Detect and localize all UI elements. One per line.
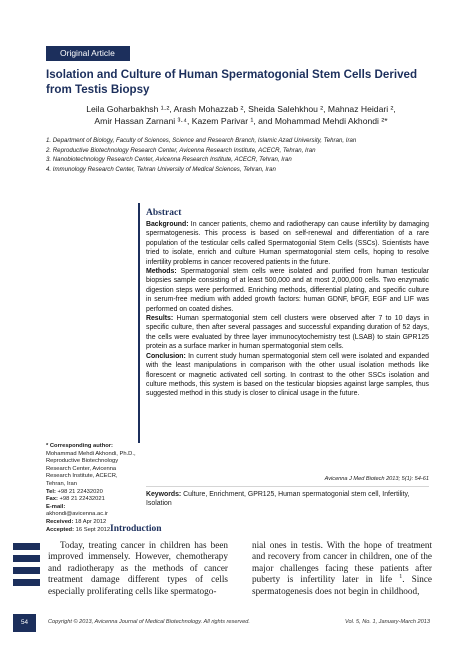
corresponding-name: Mohammad Mehdi Akhondi, Ph.D., Reproductive Biotechnology Research Center, Avicenna Research Institute, ACECR, Tehran, Iran [46, 450, 136, 487]
background-label: Background: [146, 221, 189, 228]
intro-column-left [48, 540, 228, 597]
affiliation-3: 3. Nanobiotechnology Research Center, Avicenna Research Institute, ACECR, Tehran, Iran [46, 156, 292, 164]
email-line [46, 504, 136, 512]
journal-citation: Avicenna J Med Biotech 2013; 5(1): 54-61 [324, 476, 429, 482]
intro-right-part-a: nial ones in testis. With the hope of treatment and recovery from cancer in children, one of the major challenges facing these patients after puberty is infertility later in life [252, 540, 432, 585]
conclusion-label: Conclusion: [146, 352, 186, 360]
fax-line [46, 496, 136, 504]
tel-label: Tel: [46, 488, 56, 495]
methods-label: Methods: [146, 268, 177, 276]
decorative-bar [13, 555, 40, 562]
abstract-conclusion [146, 352, 429, 399]
keywords-text: Culture, Enrichment, GPR125, Human spermatogonial stem cell, Infertility, Isolation [146, 491, 410, 508]
affiliation-4: 4. Immunology Research Center, Tehran University of Medical Sciences, Tehran, Iran [46, 165, 276, 173]
abstract-side-rule [138, 203, 140, 443]
author-list [46, 103, 436, 127]
affiliation-list [46, 136, 446, 174]
author-line-2: Amir Hassan Zarnani ³·⁴, Kazem Parivar ¹, and Mohammad Mehdi Akhondi ²* [94, 116, 388, 126]
author-line-1: Leila Goharbakhsh ¹·², Arash Mohazzab ², Sheida Salehkhou ², Mahnaz Heidari ², [86, 104, 396, 114]
corresponding-heading: * Corresponding author: [46, 443, 113, 449]
abstract-methods [146, 267, 429, 314]
corresponding-author-block [46, 443, 136, 534]
received-value: 18 Apr 2012 [73, 518, 107, 525]
abstract-background [146, 220, 429, 267]
results-label: Results: [146, 315, 174, 323]
results-text: Human spermatogonial stem cell clusters were observed after 7 to 10 days in specific culture, then after several passages and successful expanding duration of 52 days, the cells were evaluated by three layer immunocytochemistry test (LSAB) to stain GPR125 protein as a surface marker in human spermatogonial stem cells. [146, 315, 429, 351]
keywords [146, 490, 429, 509]
reference-marker[interactable]: 1 [399, 574, 403, 581]
decorative-bar [13, 579, 40, 586]
abstract-results [146, 314, 429, 352]
copyright-notice: Copyright © 2013, Avicenna Journal of Medical Biotechnology. All rights reserved. [48, 619, 250, 625]
page-number: 54 [13, 614, 36, 632]
methods-text: Spermatogonial stem cells were isolated and purified from human testicular biopsies sample consisting of at least 500,000 and at most 2,000,000 cells. Two enzymatic digestion steps were performed. Enriching methods, differential plating, and specific culture in serum-free medium with added growth factors: human GDNF, bFGF, EGF and LIF was performed on coated dishes. [146, 268, 429, 313]
intro-right-part-b: . Since spermatogenesis does not begin in childhood, [252, 574, 432, 596]
affiliation-1: 1. Department of Biology, Faculty of Sciences, Science and Research Branch, Islamic Azad University, Tehran, Iran [46, 137, 357, 144]
abstract-heading: Abstract [146, 208, 182, 218]
background-text: In cancer patients, chemo and radiotherapy can cause infertility by damaging spermatogenesis. This process is based on self-renewal and differentiation of a rare population of the testicular cells called Spermatogonial Stem Cells (SSCs). Scientists have tried to isolate, enrich and culture Human spermatogonial stem cells, hoping to resolve infertility problems in cancer recovered patients in the future. [146, 221, 429, 266]
citation-divider [146, 486, 429, 487]
email-label: E-mail: [46, 503, 66, 510]
abstract-body [146, 220, 429, 399]
fax-value: +98 21 22432021 [57, 496, 105, 503]
tel-value: +98 21 22432020 [55, 488, 103, 495]
keywords-label: Keywords: [146, 491, 182, 498]
accepted-value: 16 Sept 2012 [74, 526, 111, 533]
volume-info: Vol. 5, No. 1, January-March 2013 [345, 619, 430, 625]
email-value[interactable]: akhondi@avicenna.ac.ir [46, 511, 108, 518]
fax-label: Fax: [46, 496, 58, 503]
received-label: Received: [46, 518, 74, 525]
article-type-badge: Original Article [46, 46, 130, 61]
introduction-heading: Introduction [110, 524, 162, 534]
paper-title: Isolation and Culture of Human Spermatogonial Stem Cells Derived from Testis Biopsy [46, 68, 418, 96]
intro-right-text [252, 540, 432, 597]
accepted-label: Accepted: [46, 526, 75, 533]
intro-column-right [252, 540, 432, 597]
tel-line [46, 489, 136, 497]
intro-left-text: Today, treating cancer in children has been improved immensely. However, chemotherapy and radiotherapy as the methods of cancer treatment damage different types of cells especially proliferating cells like spermatogo- [48, 540, 228, 596]
affiliation-2: 2. Reproductive Biotechnology Research Center, Avicenna Research Institute, ACECR, Tehran, Iran [46, 146, 316, 154]
decorative-bar [13, 543, 40, 550]
decorative-bar [13, 567, 40, 574]
conclusion-text: In current study human spermatogonial stem cell were isolated and expanded with the least manipulations in comparison with the other usual isolation methods like florescent or magnetic activated cell sorting. In contrast to the other SSCs isolation and culture methods, this system is based on the testicular biopsies against large samples, thus suggested method in this study is closer to clinical usage in the future. [146, 352, 429, 398]
